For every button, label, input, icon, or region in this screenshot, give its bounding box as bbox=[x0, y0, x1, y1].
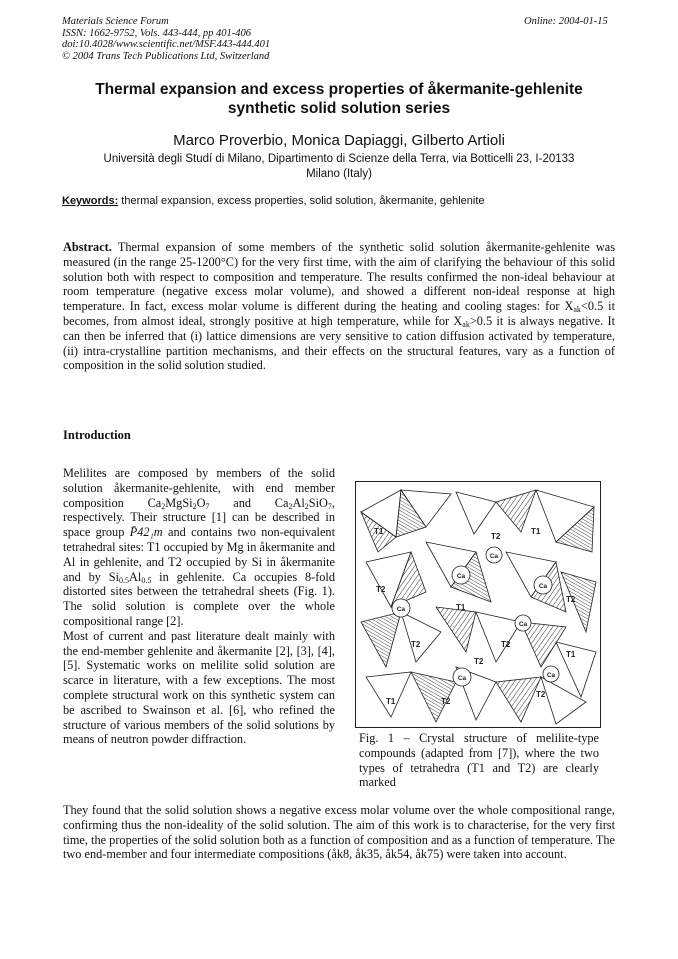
label-ca: Ca bbox=[396, 606, 406, 613]
online-date: Online: 2004-01-15 bbox=[524, 16, 608, 27]
abstract-sub-2: ak bbox=[462, 319, 470, 329]
abstract-sub-1: ak bbox=[573, 305, 581, 315]
figure-1-caption: Fig. 1 – Crystal structure of melilite-type compounds (adapted from [7]), where the two types of tetrahedra (T1 and T2) are clearly marked bbox=[359, 731, 599, 790]
p1-text-a: Melilites are composed by members of the solid solution åkermanite-gehlenite, with end member composition Ca bbox=[63, 466, 335, 510]
figure-1-crystal-structure bbox=[355, 481, 601, 728]
tetrahedron bbox=[456, 492, 496, 534]
f-txt: and Ca bbox=[209, 495, 289, 510]
f-txt: O bbox=[196, 495, 206, 510]
f-txt: Al bbox=[292, 495, 305, 510]
intro-paragraph-3: They found that the solid solution shows a negative excess molar volume over the whole compositional range, confirming thus the non-ideality of the solid solution. The aim of this work is to characterise, for the very first time, the properties of the solid solution both as a function of composition and as a function of temperature. The two end-member and four intermediate compositions (åk8, åk35, åk54, åk75) were taken into account. bbox=[63, 803, 615, 862]
label-ca: Ca bbox=[489, 553, 499, 560]
keywords-text: thermal expansion, excess properties, solid solution, åkermanite, gehlenite bbox=[118, 195, 485, 207]
abstract bbox=[63, 240, 615, 373]
tetrahedron bbox=[401, 612, 441, 662]
f-txt: SiO bbox=[308, 495, 328, 510]
f-txt: MgSi bbox=[165, 495, 193, 510]
p1-text-c: and contains two non-equivalent tetrahedral sites: T1 occupied by Mg in åkermanite and Al in gehlenite, and T2 occupied by Si in åkermanite and by Si bbox=[63, 525, 335, 584]
crystal-structure-drawing bbox=[356, 482, 600, 727]
label-t2: T2 bbox=[536, 690, 546, 699]
keywords bbox=[62, 195, 622, 207]
copyright-line: © 2004 Trans Tech Publications Ltd, Switzerland bbox=[62, 50, 270, 62]
tetrahedron bbox=[496, 677, 541, 722]
f-sub: 2 bbox=[192, 501, 197, 511]
label-t2: T2 bbox=[474, 657, 484, 666]
f-sub: 7 bbox=[327, 501, 332, 511]
label-t1: T1 bbox=[374, 527, 384, 536]
abstract-text-1: Thermal expansion of some members of the synthetic solid solution åkermanite-gehlenite was measured (in the range 25-1200°C) for the very first time, with the aim of clarifying the behaviour of this solid solution both with respect to composition and temperature. The results confirmed the non-ideal behaviour at room temperature (negative excess molar volume), and showed a different non-ideal response at high temperature. In fact, excess molar volume is different during the heating and cooling stages: for X bbox=[63, 240, 615, 314]
label-t1: T1 bbox=[386, 697, 396, 706]
label-t2: T2 bbox=[491, 532, 501, 541]
f-sub: 2 bbox=[304, 501, 309, 511]
affiliation-line-1: Università degli Studí di Milano, Dipartimento di Scienze della Terra, via Botticelli 23, I-20133 bbox=[103, 153, 575, 165]
f-sub: 0.5 bbox=[119, 575, 130, 585]
abstract-label: Abstract. bbox=[63, 240, 112, 254]
p1-text-d: in gehlenite. Ca occupies 8-fold distorted sites between the tetrahedral sheets (Fig. 1). The solid solution is complete over the whole compositional range [2]. bbox=[63, 569, 336, 628]
section-heading-introduction: Introduction bbox=[63, 428, 131, 442]
label-ca: Ca bbox=[457, 675, 467, 682]
abstract-text-2: <0.5 it becomes, from almost ideal, strongly positive at high temperature, while for X bbox=[63, 299, 615, 328]
journal-header bbox=[62, 16, 270, 62]
label-t1: T1 bbox=[456, 603, 466, 612]
tetrahedron bbox=[436, 607, 476, 652]
keywords-label: Keywords: bbox=[62, 195, 119, 207]
label-t2: T2 bbox=[376, 585, 386, 594]
f-txt: Al bbox=[129, 569, 142, 584]
authors: Marco Proverbio, Monica Dapiaggi, Gilberto Artioli bbox=[173, 132, 505, 149]
label-t2: T2 bbox=[501, 640, 511, 649]
tetrahedron bbox=[476, 612, 521, 662]
label-t1: T1 bbox=[566, 650, 576, 659]
p1-text-b: , respectively. Their structure [1] can be described in space group bbox=[63, 495, 335, 540]
intro-paragraph-1 bbox=[63, 466, 335, 629]
issn-line: ISSN: 1662-9752, Vols. 443-444, pp 401-406 bbox=[62, 27, 251, 39]
intro-column bbox=[63, 466, 335, 747]
space-group-symbol: P̄42₁m bbox=[129, 525, 163, 540]
f-sub: 2 bbox=[288, 501, 293, 511]
affiliation bbox=[62, 152, 616, 182]
affiliation-line-2: Milano (Italy) bbox=[306, 168, 372, 180]
label-ca: Ca bbox=[456, 573, 466, 580]
f-sub: 2 bbox=[161, 501, 166, 511]
tetrahedron bbox=[361, 612, 401, 667]
doi-line: doi:10.4028/www.scientific.net/MSF.443-444.401 bbox=[62, 39, 271, 50]
label-t2: T2 bbox=[411, 640, 421, 649]
tetrahedron bbox=[366, 672, 411, 717]
f-sub: 7 bbox=[205, 501, 210, 511]
tetrahedron bbox=[496, 490, 536, 532]
label-t2: T2 bbox=[566, 595, 576, 604]
abstract-text-3: >0.5 it is always negative. It can then be inferred that (i) lattice dimensions are very sensitive to cation diffusion activated by temperature, (ii) intra-crystalline partition mechanisms, and their effects on the structural features, vary as a function of composition in the solid solution studied. bbox=[63, 313, 615, 373]
label-t1: T1 bbox=[531, 527, 541, 536]
f-sub: 0.5 bbox=[141, 575, 152, 585]
label-ca: Ca bbox=[546, 672, 556, 679]
paper-title: Thermal expansion and excess properties of åkermanite-gehlenite synthetic solid solution series bbox=[95, 81, 583, 117]
journal-name: Materials Science Forum bbox=[62, 16, 169, 27]
intro-paragraph-2: Most of current and past literature dealt mainly with the end-member gehlenite and åkermanite [2], [3], [4], [5]. Systematic works on melilite solid solution are scarce in literature, with a few exceptions. The most complete structural work on this synthetic system can be ascribed to Swainson et al. [6], who refined the structure of various members of the solid solutions by means of neutron powder diffraction. bbox=[63, 628, 335, 747]
label-t2: T2 bbox=[441, 697, 451, 706]
label-ca: Ca bbox=[538, 583, 548, 590]
label-ca: Ca bbox=[518, 621, 528, 628]
